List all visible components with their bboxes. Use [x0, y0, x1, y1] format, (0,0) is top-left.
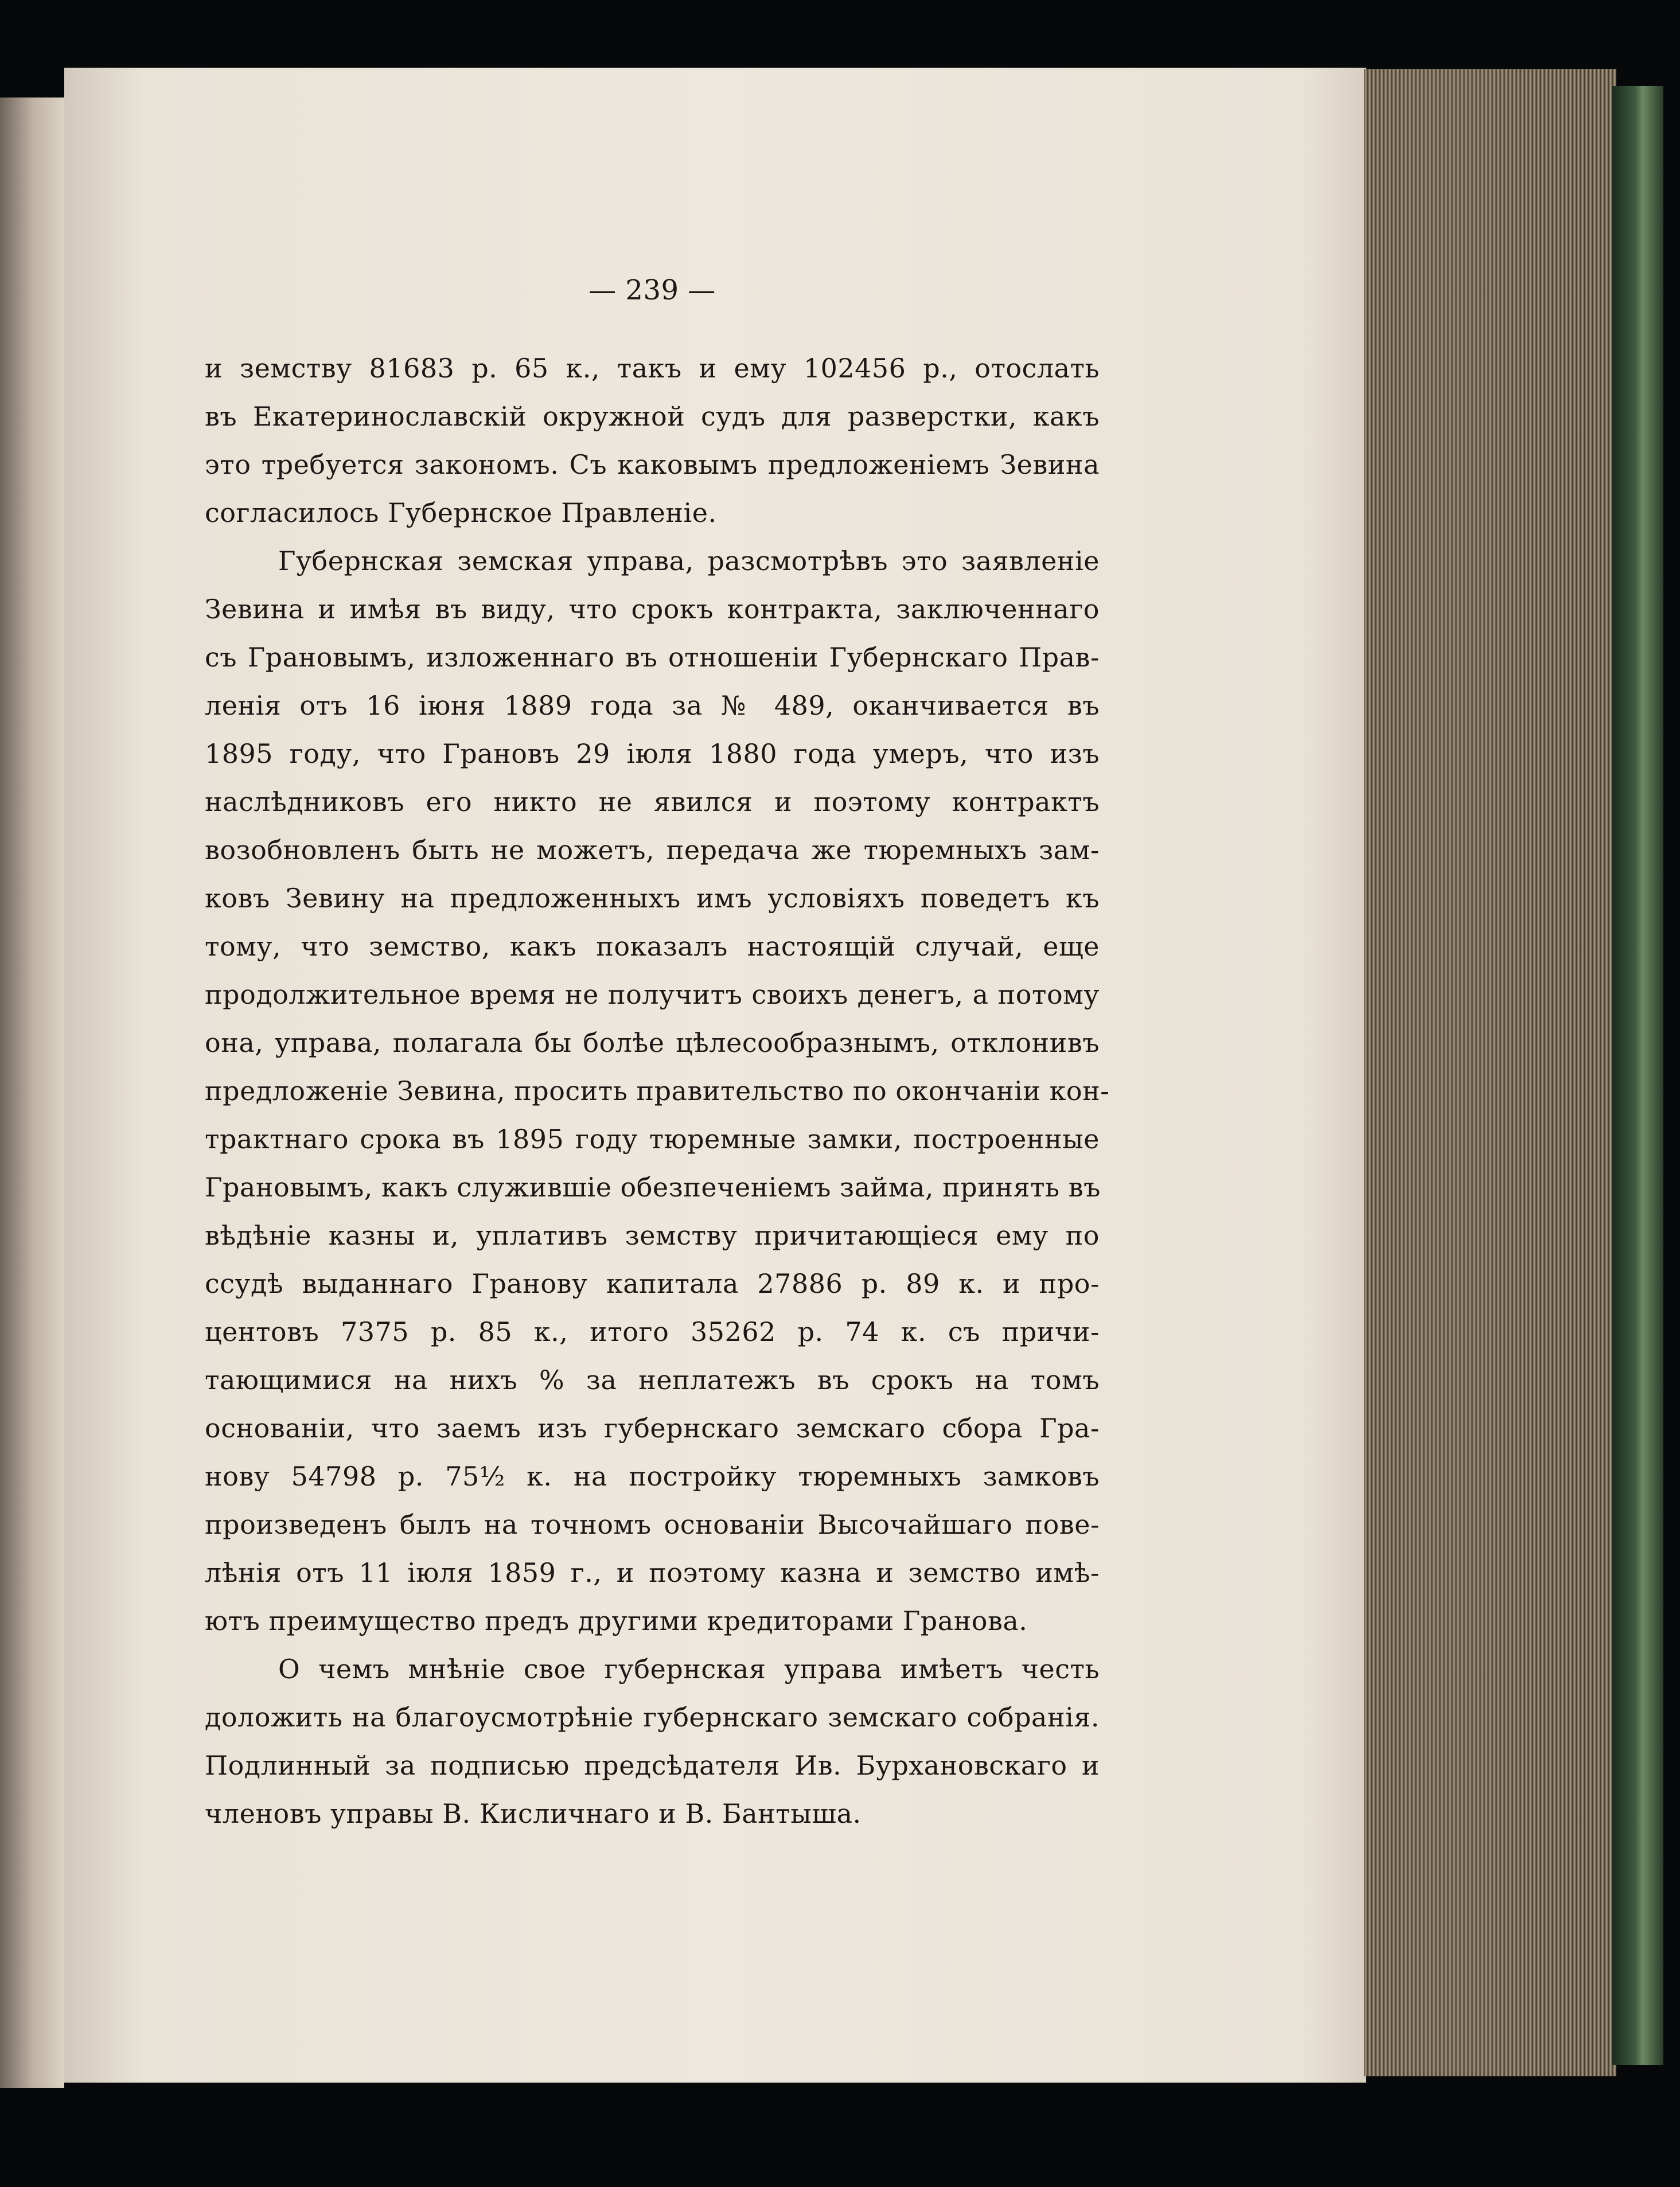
text-line: 1895 году, что Грановъ 29 іюля 1880 года умеръ, что изъ — [205, 738, 1100, 769]
text-line: ютъ преимущество предъ другими кредиторами Гранова. — [205, 1605, 1028, 1636]
text-line: ссудѣ выданнаго Гранову капитала 27886 р. 89 к. и про- — [205, 1268, 1100, 1299]
page-text — [205, 274, 1110, 1838]
previous-page-edge — [0, 98, 64, 2088]
text-line: она, управа, полагала бы болѣе цѣлесообразнымъ, отклонивъ — [205, 1027, 1100, 1058]
text-line: доложить на благоусмотрѣніе губернскаго земскаго собранія. — [205, 1702, 1100, 1733]
text-line: предложеніе Зевина, просить правительство по окончаніи кон- — [205, 1075, 1110, 1106]
text-line: продолжительное время не получитъ своихъ денегъ, а потому — [205, 979, 1100, 1010]
text-line: ковъ Зевину на предложенныхъ имъ условіяхъ поведетъ къ — [205, 883, 1100, 914]
text-line: вѣдѣніе казны и, уплативъ земству причитающіеся ему по — [205, 1220, 1100, 1251]
text-line: въ Екатеринославскій окружной судъ для разверстки, какъ — [205, 401, 1100, 432]
text-line: членовъ управы В. Кисличнаго и В. Бантыша. — [205, 1798, 862, 1829]
text-line: Грановымъ, какъ служившіе обезпеченіемъ займа, принять въ — [205, 1172, 1101, 1203]
text-line: О чемъ мнѣніе свое губернская управа имѣетъ честь — [278, 1654, 1100, 1685]
page-block-edges — [1364, 69, 1616, 2076]
book-cover-edge — [1612, 86, 1663, 2065]
page-number: — 239 — — [588, 274, 716, 306]
text-line: возобновленъ быть не можетъ, передача же тюремныхъ зам- — [205, 835, 1100, 866]
text-line: наслѣдниковъ его никто не явился и поэтому контрактъ — [205, 786, 1100, 817]
text-line: Зевина и имѣя въ виду, что срокъ контракта, заключеннаго — [205, 594, 1100, 625]
text-line: трактнаго срока въ 1895 году тюремные замки, построенные — [205, 1124, 1100, 1155]
text-line: съ Грановымъ, изложеннаго въ отношеніи Губернскаго Прав- — [205, 642, 1100, 673]
text-line: это требуется закономъ. Съ каковымъ предложеніемъ Зевина — [205, 449, 1100, 480]
text-line: тому, что земство, какъ показалъ настоящій случай, еще — [205, 931, 1100, 962]
text-line: тающимися на нихъ % за неплатежъ въ срокъ на томъ — [205, 1365, 1100, 1395]
text-line: основаніи, что заемъ изъ губернскаго земскаго сбора Гра- — [205, 1413, 1100, 1444]
text-lines — [205, 344, 1110, 1838]
text-line: Подлинный за подписью предсѣдателя Ив. Бурхановскаго и — [205, 1750, 1100, 1781]
text-line: произведенъ былъ на точномъ основаніи Высочайшаго пове- — [205, 1509, 1100, 1540]
text-line: центовъ 7375 р. 85 к., итого 35262 р. 74 к. съ причи- — [205, 1316, 1100, 1347]
text-line: лѣнія отъ 11 іюля 1859 г., и поэтому казна и земство имѣ- — [205, 1557, 1100, 1588]
text-line: согласилось Губернское Правленіе. — [205, 497, 717, 528]
text-line: Губернская земская управа, разсмотрѣвъ это заявленіе — [278, 545, 1100, 576]
text-line: нову 54798 р. 75½ к. на постройку тюремныхъ замковъ — [205, 1461, 1100, 1492]
text-line: и земству 81683 р. 65 к., такъ и ему 102456 р., отослать — [205, 353, 1100, 384]
text-line: ленія отъ 16 іюня 1889 года за № 489, оканчивается въ — [205, 690, 1100, 721]
